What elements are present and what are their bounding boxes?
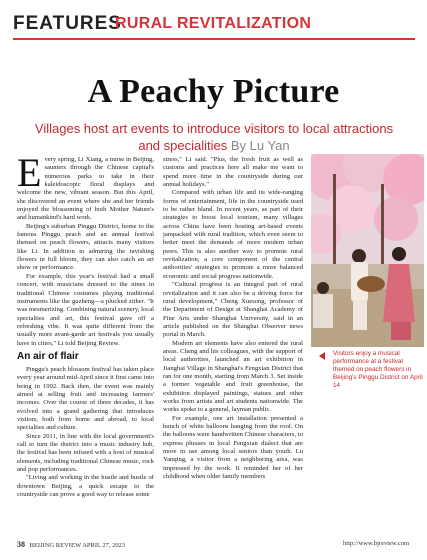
paragraph: "Living and working in the hustle and bustle of downtown Beijing, a quick escape to the countryside can prove a good way to release some (17, 474, 154, 499)
paragraph (17, 150, 154, 223)
footer-url: http://www.bjreview.com (343, 540, 409, 547)
footer-left (17, 540, 125, 549)
paragraph: stress," Li said. "Plus, the fresh fruit as well as customs and practices here all make me want to spend more time in the countryside during our annual holidays." (163, 156, 303, 189)
article-column-1 (17, 150, 154, 499)
paragraph: Compared with urban life and its wide-ranging forms of entertainment, life in the countryside used to be rather bland. In recent years, as part of their strategies to boost local tourism, many villages across China have been hosting art-based events jampacked with rural tradition, which even seem to better meet the demands of more modern urban peers. This is also another way to promote rural revitalization, a core component of the central authorities' strategies to promote a more balanced economic and social progress nationwide. (163, 189, 303, 280)
paragraph: Modern art elements have also entered the rural areas. Cheng and his colleagues, with the support of local authorities, launched an art exhibition in Jianghai Village in Shanghai's Fengxian District that ran for one month, starting from March 3. Set inside a former vegetable and fruit greenhouse, the exhibition displayed paintings, statues and other works from artists and art students nationwide. The works spoke to a general, layman public. (163, 339, 303, 414)
section-label: FEATURES (13, 13, 122, 34)
festival-photo (311, 154, 424, 347)
paragraph: Since 2011, in line with the local government's call to turn the district into a music industry hub, the festival has been infused with a host of musical elements, including traditional Chinese music, rock and pop performances. (17, 432, 154, 474)
paragraph: For example, one art installation presented a bunch of white balloons hanging from the roof. On the balloons were handwritten Chinese characters, to express phrases in local Fengxian dialect that are more in use among local seniors than youth. Lu Yanqing, a visitor from a neighboring area, was impressed by the work. It reminded her of her childhood when older family members (163, 414, 303, 481)
paragraph: Pinggu's peach blossom festival has taken place every year around mid-April since it first came into being in 1992. Back then, the event was mainly aimed at selling fruit and increasing farmers' incomes. Over the course of three decades, it has evolved into a grand gathering that introduces visitors, both from home and abroad, to local specialties and culture. (17, 365, 154, 432)
magazine-issue: BEIJING REVIEW APRIL 27, 2023 (29, 542, 126, 549)
section-header (13, 7, 415, 41)
page-number: 38 (17, 540, 25, 549)
photo-caption: Visitors enjoy a musical performance at a festival themed on peach flowers in Beijing's Pinggu District on April 14 (333, 350, 423, 389)
paragraph: Beijing's suburban Pinggu District, home to the famous Pinggu peach and an annual festival themed on peach flowers, attracts many visitors like Li. In addition to admiring the ravishing flowers in full bloom, they can also catch an art show or performance. (17, 222, 154, 272)
subheading: An air of flair (17, 350, 79, 362)
caption-arrow-icon (319, 352, 325, 360)
article-column-2 (163, 156, 303, 481)
drop-cap: E (17, 150, 42, 195)
deck-text: Villages host art events to introduce visitors to local attractions and specialities (34, 121, 394, 153)
byline: By Lu Yan (230, 138, 290, 153)
paragraph: "Cultural progress is an integral part of rural revitalization and it can also be a driving force for rural development," Cheng Xuesong, professor of the Department of Design at Shanghai Academy of Fine Arts under Shanghai University, said in an article published on the Shanghai Observer news portal in March. (163, 281, 303, 339)
deck (30, 120, 398, 154)
paragraph: For example, this year's festival had a small concert, with musicians dressed to the nines in traditional Chinese costumes playing traditional instruments like the guzheng—a plucked zither. "It was mesmerizing. Combining natural scenery, local specialties and art, this festival gave off a refreshing vibe. It was quite different from the usually more avant-garde art festivals you usually have in cities," Li told Beijing Review. (17, 272, 154, 347)
section-subtitle: RURAL REVITALIZATION (115, 15, 312, 32)
paragraph-text: very spring, Li Xiang, a nurse in Beijing, saunters through the Chinese capital's numerous parks to take in their kaleidoscopic floral displays and welcome the new, vibrant season. But this April, she discovered an event where she and her friends enjoyed the blossoming of both Mother Nature's and humankind's hard work. (17, 156, 154, 222)
header-rule (13, 38, 415, 40)
headline: A Peachy Picture (87, 73, 340, 110)
